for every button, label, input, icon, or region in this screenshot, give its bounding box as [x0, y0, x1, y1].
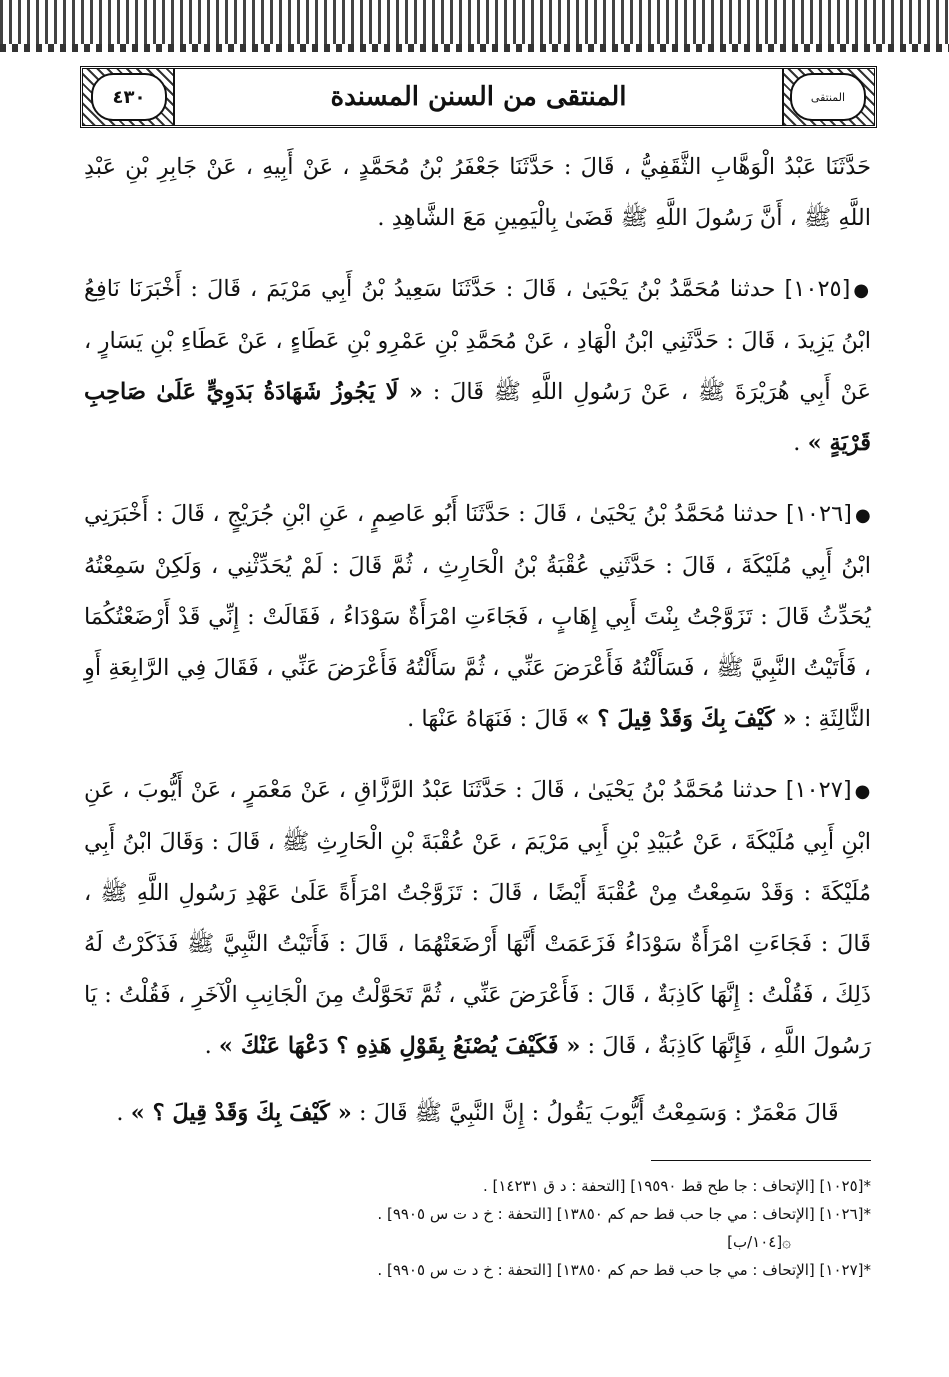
- bullet-icon: ●: [854, 505, 871, 526]
- hadith-matn: « لَا يَجُوزُ شَهَادَةُ بَدَوِيٍّ عَلَىٰ صَاحِبِ قَرْيَةٍ »: [84, 379, 871, 456]
- footnote-1027: *[١٠٢٧] [الإتحاف : مي جا حب قط حم كم ١٣٨٥٠] [التحفة : خ د ت س ٩٩٠٥] .: [377, 1261, 871, 1279]
- footnotes: [84, 1172, 871, 1284]
- hadith-1027: [84, 765, 871, 1072]
- hadith-matn: « كَيْفَ بِكَ وَقَدْ قِيلَ ؟ »: [575, 706, 797, 732]
- bullet-icon: ●: [854, 781, 871, 802]
- hadith-number: [١٠٢٦]: [786, 501, 852, 527]
- hadith-isnad: حدثنا مُحَمَّدُ بْنُ يَحْيَىٰ ، قَالَ : حَدَّثَنَا سَعِيدُ بْنُ أَبِي مَرْيَمَ ، قَالَ : أَخْبَرَنَا نَافِعُ ابْنُ يَزِيدَ ، قَالَ : حَدَّثَنِي ابْنُ الْهَادِ ، عَنْ مُحَمَّدِ بْنِ عَمْرِو بْنِ عَطَاءٍ ، عَنْ عَطَاءِ بْنِ يَسَارٍ ، عَنْ أَبِي هُرَيْرَةَ ﷺ ، عَنْ رَسُولِ اللَّهِ ﷺ قَالَ :: [84, 276, 872, 405]
- book-emblem-icon: المنتقى: [790, 73, 866, 121]
- hadith-1025: [84, 264, 871, 469]
- running-title: المنتقى من السنن المسندة: [330, 82, 627, 112]
- bullet-icon: ●: [853, 280, 871, 301]
- hadith-isnad: حدثنا مُحَمَّدُ بْنُ يَحْيَىٰ ، قَالَ : حَدَّثَنَا عَبْدُ الرَّزَّاقِ ، عَنْ مَعْمَرٍ ، عَنْ أَيُّوبَ ، عَنِ ابْنِ أَبِي مُلَيْكَةَ ، عَنْ عُبَيْدِ بْنِ أَبِي مَرْيَمَ ، عَنْ عُقْبَةَ بْنِ الْحَارِثِ ﷺ ، قَالَ : وَقَالَ ابْنُ أَبِي مُلَيْكَةَ : وَقَدْ سَمِعْتُ مِنْ عُقْبَةَ أَيْضًا ، قَالَ : تَزَوَّجْتُ امْرَأَةً عَلَىٰ عَهْدِ رَسُولِ اللَّهِ ﷺ ، قَالَ : فَجَاءَتِ امْرَأَةٌ سَوْدَاءُ فَزَعَمَتْ أَنَّهَا أَرْضَعَتْهُمَا ، قَالَ : فَأَتَيْتُ النَّبِيَّ ﷺ فَذَكَرْتُ لَهُ ذَلِكَ ، فَقُلْتُ : إِنَّهَا كَاذِبَةٌ ، قَالَ : فَأَعْرَضَ عَنِّي ، ثُمَّ تَحَوَّلْتُ مِنَ الْجَانِبِ الْآخَرِ ، فَقُلْتُ : يَا رَسُولَ اللَّهِ ، فَإِنَّهَا كَاذِبَةٌ ، قَالَ :: [84, 777, 871, 1059]
- closing-paragraph: [84, 1088, 871, 1139]
- page-header: [80, 66, 877, 128]
- closing-lead: قَالَ مَعْمَرٌ : وَسَمِعْتُ أَيُّوبَ يَقُولُ : إِنَّ النَّبِيَّ ﷺ قَالَ :: [358, 1100, 839, 1126]
- footnote-divider: [651, 1160, 871, 1161]
- footnote-folio-marker: ۞[١٠٤/ب]: [727, 1233, 791, 1251]
- hadith-1026: [84, 489, 871, 745]
- hadith-end: .: [204, 1033, 212, 1059]
- main-text: [84, 142, 871, 1159]
- page-number: ٤٣٠: [91, 73, 167, 121]
- footnote-1026: *[١٠٢٦] [الإتحاف : مي جا حب قط حم كم ١٣٨٥٠] [التحفة : خ د ت س ٩٩٠٥] .: [377, 1205, 871, 1223]
- intro-line-2: عَبْدِ اللَّهِ ﷺ ، أَنَّ رَسُولَ اللَّهِ ﷺ قَضَىٰ بِالْيَمِينِ مَعَ الشَّاهِدِ .: [84, 154, 871, 231]
- hadith-isnad: حدثنا مُحَمَّدُ بْنُ يَحْيَىٰ ، قَالَ : حَدَّثَنَا أَبُو عَاصِمٍ ، عَنِ ابْنِ جُرَيْجٍ ، قَالَ : أَخْبَرَنِي ابْنُ أَبِي مُلَيْكَةَ ، قَالَ : حَدَّثَنِي عُقْبَةُ بْنُ الْحَارِثِ ، ثُمَّ قَالَ : لَمْ يُحَدِّثْنِي ، وَلَكِنْ سَمِعْتُهُ يُحَدِّثُ قَالَ : تَزَوَّجْتُ بِنْتَ أَبِي إِهَابٍ ، فَجَاءَتِ امْرَأَةٌ سَوْدَاءُ ، فَقَالَتْ : إِنِّي قَدْ أَرْضَعْتُكُمَا ، فَأَتَيْتُ النَّبِيَّ ﷺ ، فَسَأَلْتُهُ فَأَعْرَضَ عَنِّي ، ثُمَّ سَأَلْتُهُ فَأَعْرَضَ عَنِّي ، فَقَالَ فِي الرَّابِعَةِ أَوِ الثَّالِثَةِ :: [84, 501, 871, 732]
- intro-paragraph: [84, 142, 871, 244]
- ornamental-top-border: [0, 0, 949, 52]
- closing-end: .: [116, 1100, 124, 1126]
- intro-line-1: حَدَّثَنَا عَبْدُ الْوَهَّابِ الثَّقَفِيُّ ، قَالَ : حَدَّثَنَا جَعْفَرُ بْنُ مُحَمَّدٍ ، عَنْ أَبِيهِ ، عَنْ جَابِرِ بْنِ: [125, 154, 871, 180]
- footnote-1025: *[١٠٢٥] [الإتحاف : جا طح قط ١٩٥٩٠] [التحفة : د ق ١٤٢٣١] .: [482, 1177, 871, 1195]
- hadith-end: .: [793, 430, 801, 456]
- hadith-number: [١٠٢٥]: [784, 276, 851, 302]
- closing-matn: « كَيْفَ بِكَ وَقَدْ قِيلَ ؟ »: [130, 1100, 352, 1126]
- hadith-matn: « فَكَيْفَ يُصْنَعُ بِقَوْلِ هَذِهِ ؟ دَعْهَا عَنْكَ »: [218, 1033, 581, 1059]
- hadith-end: قَالَ : فَنَهَاهُ عَنْهَا .: [407, 706, 569, 732]
- hadith-number: [١٠٢٧]: [785, 777, 852, 803]
